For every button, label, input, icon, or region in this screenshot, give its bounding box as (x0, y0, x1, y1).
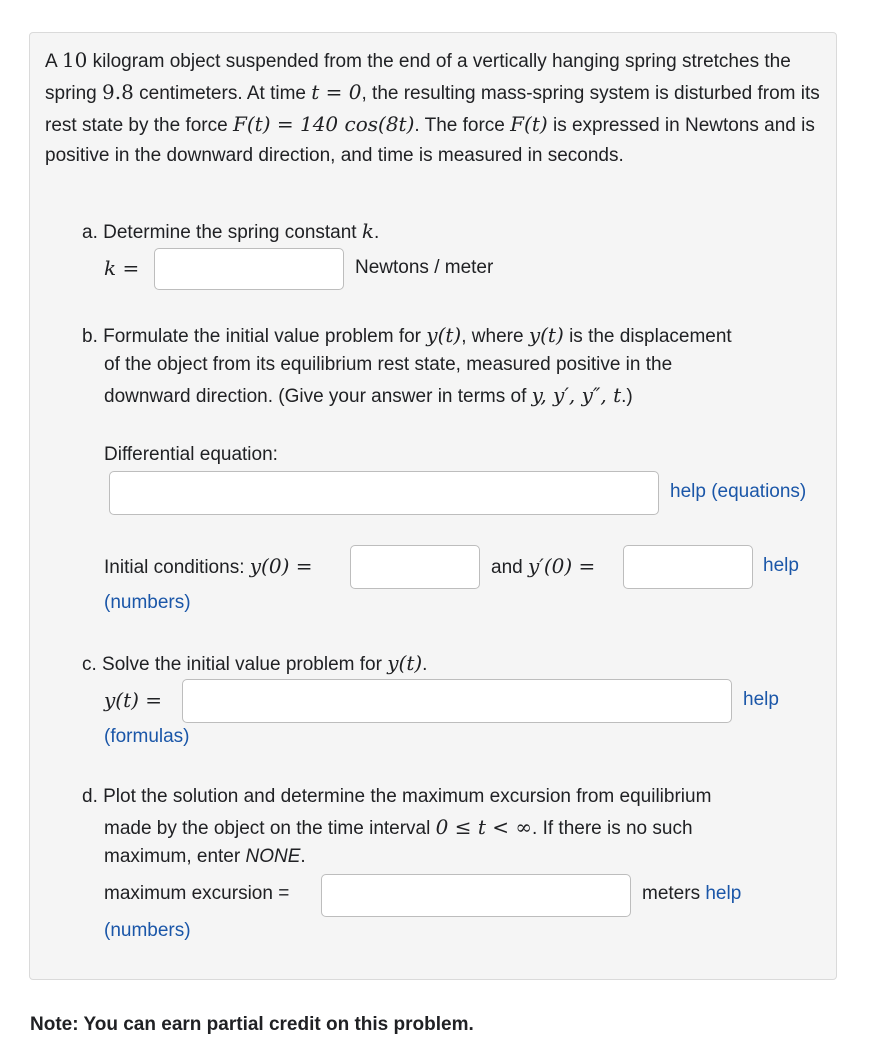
math-yp0: y′(0) = (527, 554, 596, 578)
part-d-line3: maximum, enter NONE. (104, 846, 306, 867)
problem-panel (29, 32, 837, 980)
math-k: k (361, 219, 374, 243)
intro-text: . The force (414, 115, 505, 136)
max-excursion-label: maximum excursion = (104, 883, 290, 904)
help-formulas-link[interactable]: (formulas) (104, 726, 190, 747)
de-label: Differential equation: (104, 444, 278, 465)
part-b-line1: b. Formulate the initial value problem for y(t), where y(t) is the displacement (82, 323, 732, 347)
footer-note: Note: You can earn partial credit on this problem. (30, 1014, 474, 1035)
math-time-zero: t = 0 (311, 80, 362, 104)
math-force: F(t) = 140 cos(8t) (232, 112, 415, 136)
stretch-value: 9.8 (102, 80, 134, 104)
help-numbers-link[interactable]: help (705, 883, 742, 904)
math-vars: y, y′, y″, t (531, 383, 622, 407)
k-input[interactable] (154, 248, 344, 290)
math-y0: y(0) = (249, 554, 313, 578)
part-b-line3: downward direction. (Give your answer in terms of y, y′, y″, t.) (104, 383, 633, 407)
max-excursion-input[interactable] (321, 874, 631, 917)
meters-units: meters help (642, 883, 742, 904)
help-formulas-link[interactable]: help (743, 689, 779, 710)
k-units: Newtons / meter (355, 257, 494, 278)
math-y-t: y(t) (528, 323, 564, 347)
yp0-input[interactable] (623, 545, 753, 589)
intro-text: centimeters. At time (139, 83, 306, 104)
intro-text: , the resulting mass-spring (361, 83, 585, 104)
part-b-line2: of the object from its equilibrium rest state, measured positive in the (104, 354, 673, 375)
math-y-t: y(t) (387, 651, 423, 675)
differential-equation-input[interactable] (109, 471, 659, 515)
intro-text: A (45, 51, 57, 72)
math-force-fn: F(t) (510, 112, 548, 136)
math-y-t: y(t) (426, 323, 462, 347)
none-keyword: NONE (245, 846, 301, 867)
y0-input[interactable] (350, 545, 480, 589)
part-d-line1: d. Plot the solution and determine the maximum excursion from equilibrium (82, 786, 712, 807)
intro-text: is expressed in Newtons and is positive in the downward direction, and time is (45, 115, 815, 166)
and-label: and y′(0) = (491, 554, 596, 578)
part-d-line2: made by the object on the time interval 0 ≤ t < ∞. If there is no such (104, 815, 693, 839)
problem-statement (45, 45, 830, 171)
help-numbers-link[interactable]: (numbers) (104, 920, 191, 941)
y-solution-input[interactable] (182, 679, 732, 723)
mass-value: 10 (61, 48, 88, 72)
help-numbers-link[interactable]: (numbers) (104, 592, 191, 613)
intro-text: stretches the spring (45, 51, 791, 104)
part-a-prompt: a. Determine the spring constant k. (82, 219, 380, 243)
intro-text: measured in seconds. (437, 145, 624, 166)
help-numbers-link[interactable]: help (763, 555, 799, 576)
y-solution-label: y(t) = (104, 688, 163, 712)
intro-text: kilogram object suspended from the end of a vertically hanging spring (92, 51, 677, 72)
k-label: k = (104, 256, 140, 280)
part-c-prompt: c. Solve the initial value problem for y(t). (82, 651, 428, 675)
intro-text: system is disturbed from its rest state by the force (45, 83, 820, 136)
help-equations-link[interactable]: help (equations) (670, 481, 807, 502)
math-interval: 0 ≤ t < ∞ (435, 815, 533, 839)
ic-label: Initial conditions: y(0) = (104, 554, 313, 578)
